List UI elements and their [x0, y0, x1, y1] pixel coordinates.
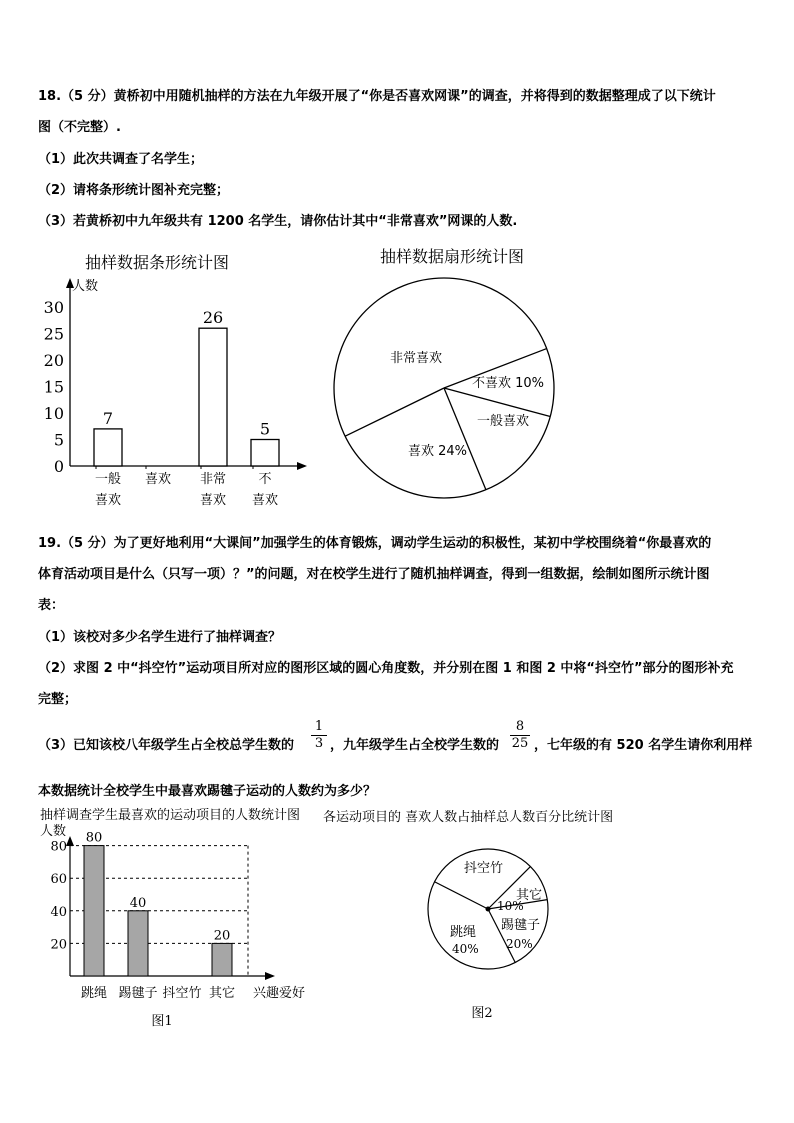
q18-bar-chart [30, 240, 330, 520]
q18-sub2: （2）请将条形统计图补充完整； [38, 183, 230, 198]
q19-stem-line3: 表： [38, 598, 65, 613]
y-axis-arrow [66, 836, 74, 846]
x-axis-label: 兴趣爱好 [252, 986, 306, 1001]
chart-title: 抽样调查学生最喜欢的运动项目的人数统计图 [40, 808, 301, 823]
fraction-denominator: 25 [511, 736, 529, 751]
x-tick-label: 抖空竹 [162, 986, 202, 1001]
pie-slice-label: 喜欢 24% [408, 444, 468, 459]
y-tick-label: 5 [53, 430, 64, 450]
bar-data-label: 80 [85, 830, 103, 846]
pie-slice-label: 踢毽子 [501, 918, 541, 933]
bar-data-label: 40 [129, 895, 147, 911]
bar [94, 429, 122, 466]
pie-slice-label: 跳绳 [450, 925, 477, 940]
bar-data-label: 7 [102, 408, 114, 428]
pie-slice-label: 一般喜欢 [477, 414, 530, 429]
pie-slice-percent: 20% [506, 937, 533, 951]
bar-data-label: 26 [202, 308, 224, 328]
chart-title: 抽样数据扇形统计图 [380, 247, 525, 266]
q18-pie-chart [330, 240, 570, 510]
fraction-numerator: 1 [311, 719, 327, 736]
bar-data-label: 5 [259, 419, 271, 439]
x-tick-label: 喜欢 [94, 493, 122, 508]
y-axis-label: 人数 [72, 279, 99, 294]
pie-slice-label: 抖空竹 [464, 861, 504, 876]
fraction-eight-twentyfifths [510, 719, 530, 752]
pie-slice-label: 非常喜欢 [390, 351, 443, 366]
q19-pie-chart-fig2 [320, 810, 660, 1030]
pie-slice-label: 其它 [516, 888, 543, 903]
figure-caption: 图1 [151, 1014, 173, 1029]
x-tick-label: 喜欢 [251, 493, 279, 508]
x-tick-label: 喜欢 [199, 493, 227, 508]
q18-stem-line1: 18.（5 分）黄桥初中用随机抽样的方法在九年级开展了“你是否喜欢网课”的调查，并将得到的数据整理成了以下统计 [38, 89, 716, 104]
x-tick-label: 喜欢 [144, 472, 172, 487]
q18-stem-line2: 图（不完整）. [38, 120, 121, 135]
q18-sub1: （1）此次共调查了名学生； [38, 152, 204, 167]
y-tick-label: 10 [43, 404, 64, 423]
pie-slice-label: 不喜欢 10% [472, 376, 545, 391]
x-tick-label: 其它 [208, 986, 236, 1001]
q19-stem-line1: 19.（5 分）为了更好地利用“大课间”加强学生的体育锻炼，调动学生运动的积极性，某初中学校围绕着“你最喜欢的 [38, 536, 712, 551]
fraction-denominator: 3 [314, 736, 324, 751]
figure-caption: 图2 [471, 1006, 493, 1021]
pie-slice-percent: 40% [452, 942, 479, 956]
q19-sub3-part2: ，九年级学生占全校学生数的 [330, 738, 500, 753]
y-axis-label: 人数 [40, 824, 67, 839]
bar-data-label: 20 [213, 928, 231, 944]
x-tick-label: 非常 [199, 472, 227, 487]
y-tick-label: 0 [53, 457, 64, 476]
q19-sub3-part3: ，七年级的有 520 名学生请你利用样 [534, 738, 753, 753]
x-tick-label: 不 [258, 472, 272, 487]
fraction-numerator: 8 [510, 719, 530, 736]
x-tick-label: 跳绳 [80, 986, 108, 1001]
pie-slice-percent: 10% [497, 899, 524, 913]
x-axis-arrow [297, 462, 307, 470]
bar [128, 911, 148, 976]
q19-sub3-part1: （3）已知该校八年级学生占全校总学生数的 [38, 738, 295, 753]
y-tick-label: 15 [43, 377, 64, 397]
fraction-one-third [311, 719, 327, 752]
q19-stem-line2: 体育活动项目是什么（只写一项）？”的问题，对在校学生进行了随机抽样调查，得到一组数据，绘制如图所示统计图 [38, 567, 710, 582]
x-tick-label: 一般 [94, 472, 122, 487]
bar [199, 328, 227, 466]
y-tick-label: 80 [50, 839, 67, 855]
y-tick-label: 20 [43, 351, 64, 370]
x-axis-arrow [265, 972, 275, 980]
chart-title: 抽样数据条形统计图 [85, 253, 230, 272]
y-tick-label: 60 [50, 872, 67, 888]
x-tick-label: 踢毽子 [118, 986, 158, 1001]
chart-title: 各运动项目的 喜欢人数占抽样总人数百分比统计图 [323, 810, 614, 825]
y-tick-label: 20 [50, 937, 67, 953]
y-tick-label: 30 [43, 298, 64, 317]
q19-bar-chart-fig1 [30, 800, 330, 1035]
q19-sub1: （1）该校对多少名学生进行了抽样调查？ [38, 630, 282, 645]
q19-sub3-line2: 本数据统计全校学生中最喜欢踢毽子运动的人数约为多少？ [38, 784, 377, 799]
q19-sub2-line2: 完整； [38, 692, 78, 707]
q19-sub2-line1: （2）求图 2 中“抖空竹”运动项目所对应的图形区域的圆心角度数，并分别在图 1 和图 2 中将“抖空竹”部分的图形补充 [38, 661, 734, 676]
bar [251, 440, 279, 467]
y-tick-label: 40 [50, 904, 67, 920]
y-tick-label: 25 [43, 324, 64, 344]
bar [84, 846, 104, 976]
q18-sub3: （3）若黄桥初中九年级共有 1200 名学生，请你估计其中“非常喜欢”网课的人数. [38, 214, 518, 229]
bar [212, 943, 232, 976]
